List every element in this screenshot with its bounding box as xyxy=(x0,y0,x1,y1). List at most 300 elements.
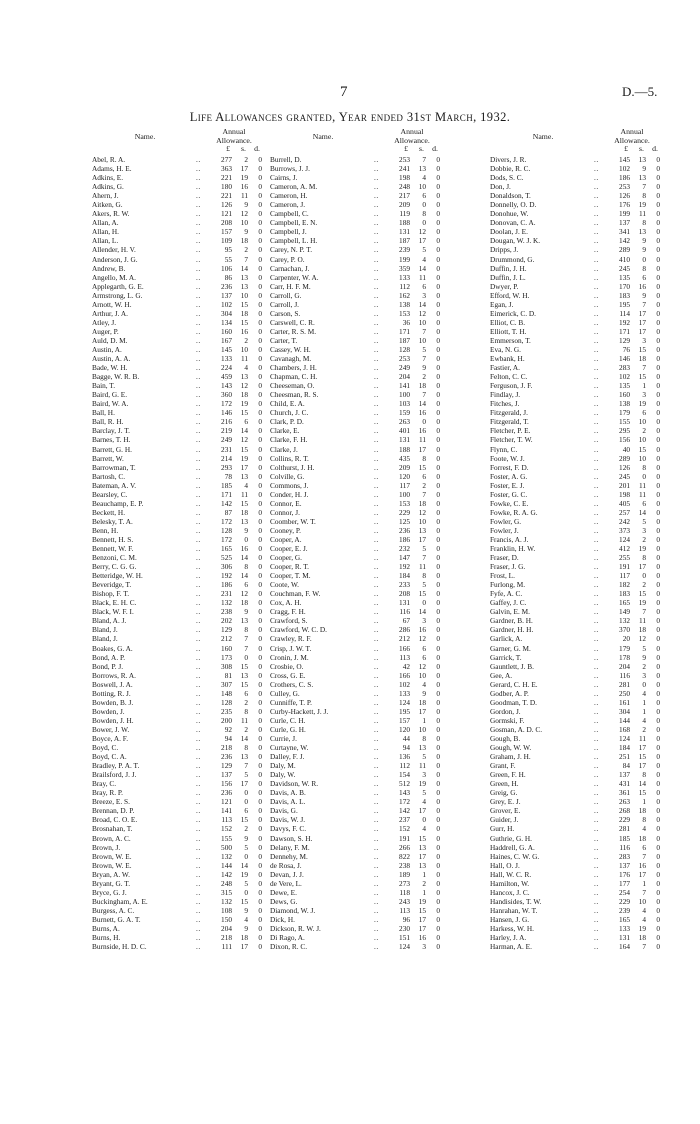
shillings-cell: 6 xyxy=(244,806,248,816)
leader-dots: .. xyxy=(196,426,201,436)
leader-dots: .. xyxy=(594,317,599,327)
pence-cell: 0 xyxy=(258,155,262,164)
name-cell: Angello, M. A. xyxy=(92,272,136,282)
table-row xyxy=(490,490,700,499)
name-cell: Bland, J. xyxy=(92,625,118,635)
leader-dots: .. xyxy=(374,616,379,626)
name-cell: Fraser, D. xyxy=(490,553,519,563)
name-cell: Couchman, F. W. xyxy=(270,589,321,599)
pence-cell: 0 xyxy=(436,471,440,481)
name-cell: Crisp, J. W. T. xyxy=(270,643,312,653)
leader-dots: .. xyxy=(196,534,201,544)
pounds-cell: 218 xyxy=(221,933,232,943)
pounds-cell: 148 xyxy=(221,688,232,698)
pence-cell: 0 xyxy=(436,598,440,608)
pounds-cell: 118 xyxy=(399,887,410,897)
pounds-cell: 96 xyxy=(402,914,410,924)
shillings-cell: 17 xyxy=(418,706,426,716)
pence-cell: 0 xyxy=(436,887,440,897)
leader-dots: .. xyxy=(196,788,201,798)
table-row xyxy=(490,725,700,734)
pence-cell: 0 xyxy=(258,308,262,318)
pounds-cell: 129 xyxy=(619,335,630,345)
name-cell: Fowke, R. A. G. xyxy=(490,507,538,517)
table-row xyxy=(490,255,700,264)
pounds-cell: 112 xyxy=(399,761,410,771)
allowance-header: Annual Allowance. xyxy=(394,127,430,145)
name-cell: Crawford, S. xyxy=(270,616,308,626)
shillings-cell: 9 xyxy=(422,688,426,698)
leader-dots: .. xyxy=(196,942,201,952)
leader-dots: .. xyxy=(196,679,201,689)
leader-dots: .. xyxy=(374,589,379,599)
pence-cell: 0 xyxy=(258,562,262,572)
pounds-header: £ xyxy=(226,144,230,153)
name-cell: Fyfe, A. C. xyxy=(490,589,523,599)
pounds-cell: 159 xyxy=(399,408,410,418)
shillings-cell: 1 xyxy=(642,706,646,716)
leader-dots: .. xyxy=(196,281,201,291)
name-cell: Hall, W. C. R. xyxy=(490,869,532,879)
name-cell: Cross, G. E. xyxy=(270,670,306,680)
name-cell: Clarke, E. xyxy=(270,426,300,436)
table-row xyxy=(490,408,700,417)
pounds-cell: 113 xyxy=(399,905,410,915)
pounds-cell: 249 xyxy=(221,435,232,445)
leader-dots: .. xyxy=(196,869,201,879)
shillings-cell: 15 xyxy=(418,833,426,843)
shillings-cell: 12 xyxy=(418,308,426,318)
leader-dots: .. xyxy=(196,155,201,164)
pounds-cell: 431 xyxy=(619,779,630,789)
pence-cell: 0 xyxy=(258,715,262,725)
name-cell: Black, E. H. C. xyxy=(92,598,137,608)
pounds-cell: 183 xyxy=(619,589,630,599)
shillings-cell: 4 xyxy=(642,688,646,698)
shillings-cell: 11 xyxy=(240,191,248,201)
table-row xyxy=(270,435,482,444)
table-row xyxy=(270,743,482,752)
shillings-cell: 19 xyxy=(638,923,646,933)
name-cell: Franklin, H. W. xyxy=(490,544,536,554)
shillings-cell: 0 xyxy=(422,218,426,228)
pounds-cell: 126 xyxy=(619,191,630,201)
pence-cell: 0 xyxy=(258,489,262,499)
table-row xyxy=(490,363,700,372)
table-row xyxy=(490,209,700,218)
shillings-cell: 3 xyxy=(422,290,426,300)
table-row xyxy=(490,445,700,454)
shillings-cell: 7 xyxy=(642,299,646,309)
name-cell: Betteridge, W. H. xyxy=(92,571,143,581)
leader-dots: .. xyxy=(374,299,379,309)
leader-dots: .. xyxy=(196,435,201,445)
leader-dots: .. xyxy=(594,607,599,617)
name-cell: Austin, A. xyxy=(92,344,122,354)
shillings-cell: 3 xyxy=(642,390,646,400)
pounds-cell: 179 xyxy=(619,408,630,418)
leader-dots: .. xyxy=(374,516,379,526)
leader-dots: .. xyxy=(594,245,599,255)
pence-cell: 0 xyxy=(656,308,660,318)
leader-dots: .. xyxy=(594,354,599,364)
table-row xyxy=(490,806,700,815)
table-row xyxy=(270,463,482,472)
shillings-cell: 0 xyxy=(422,598,426,608)
name-cell: Grey, E. J. xyxy=(490,797,521,807)
shillings-cell: 16 xyxy=(418,408,426,418)
leader-dots: .. xyxy=(374,833,379,843)
name-cell: Dobbie, R. C. xyxy=(490,164,531,174)
pence-cell: 0 xyxy=(436,688,440,698)
pounds-cell: 116 xyxy=(619,670,630,680)
shillings-cell: 18 xyxy=(240,933,248,943)
name-cell: Bennett, H. S. xyxy=(92,534,134,544)
pounds-cell: 147 xyxy=(399,553,410,563)
pounds-cell: 204 xyxy=(221,923,232,933)
pounds-cell: 253 xyxy=(399,354,410,364)
name-cell: Bowden, J. H. xyxy=(92,715,134,725)
table-row xyxy=(270,680,482,689)
shillings-cell: 9 xyxy=(244,525,248,535)
shillings-cell: 1 xyxy=(642,697,646,707)
leader-dots: .. xyxy=(196,598,201,608)
leader-dots: .. xyxy=(196,697,201,707)
leader-dots: .. xyxy=(374,933,379,943)
pence-cell: 0 xyxy=(258,281,262,291)
pence-cell: 0 xyxy=(258,706,262,716)
shillings-cell: 3 xyxy=(642,335,646,345)
name-cell: Cragg, F. H. xyxy=(270,607,306,617)
pence-cell: 0 xyxy=(656,390,660,400)
leader-dots: .. xyxy=(374,842,379,852)
pounds-cell: 180 xyxy=(221,182,232,192)
pence-cell: 0 xyxy=(656,453,660,463)
table-row xyxy=(490,345,700,354)
table-row xyxy=(270,282,482,291)
shillings-cell: 17 xyxy=(418,444,426,454)
pounds-cell: 255 xyxy=(619,553,630,563)
table-row xyxy=(490,906,700,915)
name-cell: Fraser, J. G. xyxy=(490,562,526,572)
pounds-cell: 100 xyxy=(399,489,410,499)
leader-dots: .. xyxy=(374,372,379,382)
shillings-cell: 13 xyxy=(638,155,646,164)
table-row xyxy=(270,381,482,390)
leader-dots: .. xyxy=(594,218,599,228)
pence-cell: 0 xyxy=(258,272,262,282)
pence-cell: 0 xyxy=(258,516,262,526)
shillings-cell: 15 xyxy=(418,905,426,915)
shillings-cell: 15 xyxy=(638,788,646,798)
pence-cell: 0 xyxy=(656,480,660,490)
leader-dots: .. xyxy=(196,173,201,183)
pence-cell: 0 xyxy=(258,534,262,544)
table-row xyxy=(270,481,482,490)
pounds-cell: 171 xyxy=(619,326,630,336)
name-cell: Doolan, J. E. xyxy=(490,227,528,237)
pounds-cell: 144 xyxy=(619,715,630,725)
leader-dots: .. xyxy=(594,869,599,879)
shillings-cell: 9 xyxy=(244,607,248,617)
name-cell: Burgess, A. C. xyxy=(92,905,135,915)
table-row xyxy=(490,544,700,553)
pounds-cell: 168 xyxy=(619,724,630,734)
table-row xyxy=(490,354,700,363)
leader-dots: .. xyxy=(196,191,201,201)
leader-dots: .. xyxy=(594,209,599,219)
table-row xyxy=(490,625,700,634)
pence-cell: 0 xyxy=(656,299,660,309)
pence-cell: 0 xyxy=(258,724,262,734)
shillings-cell: 13 xyxy=(638,173,646,183)
pounds-cell: 121 xyxy=(221,209,232,219)
shillings-cell: 17 xyxy=(418,923,426,933)
shillings-cell: 14 xyxy=(418,607,426,617)
pence-cell: 0 xyxy=(436,326,440,336)
leader-dots: .. xyxy=(196,516,201,526)
shillings-cell: 15 xyxy=(240,679,248,689)
table-row xyxy=(270,942,482,951)
pence-cell: 0 xyxy=(436,272,440,282)
pence-cell: 0 xyxy=(436,743,440,753)
pounds-cell: 128 xyxy=(399,344,410,354)
name-cell: Anderson, J. G. xyxy=(92,254,138,264)
pence-cell: 0 xyxy=(258,887,262,897)
table-row xyxy=(270,291,482,300)
pounds-cell: 248 xyxy=(221,878,232,888)
pence-cell: 0 xyxy=(656,715,660,725)
shillings-cell: 15 xyxy=(638,372,646,382)
pence-cell: 0 xyxy=(656,942,660,952)
pounds-cell: 185 xyxy=(619,833,630,843)
shillings-header: s. xyxy=(241,144,246,153)
shillings-cell: 9 xyxy=(244,227,248,237)
name-cell: Cronin, J. M. xyxy=(270,652,309,662)
leader-dots: .. xyxy=(374,344,379,354)
name-cell: Atley, J. xyxy=(92,317,117,327)
pence-cell: 0 xyxy=(258,869,262,879)
shillings-cell: 9 xyxy=(642,290,646,300)
name-cell: Auld, D. M. xyxy=(92,335,128,345)
shillings-cell: 14 xyxy=(638,507,646,517)
leader-dots: .. xyxy=(374,263,379,273)
name-cell: Haddrell, G. A. xyxy=(490,842,535,852)
name-cell: de Rosa, J. xyxy=(270,860,302,870)
table-row xyxy=(270,191,482,200)
pence-cell: 0 xyxy=(258,173,262,183)
pounds-cell: 236 xyxy=(221,788,232,798)
pounds-cell: 152 xyxy=(221,824,232,834)
name-cell: Donnelly, O. D. xyxy=(490,200,537,210)
pence-cell: 0 xyxy=(436,616,440,626)
pence-cell: 0 xyxy=(436,399,440,409)
shillings-cell: 7 xyxy=(642,607,646,617)
leader-dots: .. xyxy=(594,498,599,508)
shillings-cell: 15 xyxy=(240,896,248,906)
leader-dots: .. xyxy=(374,254,379,264)
name-cell: Allan, H. xyxy=(92,227,119,237)
leader-dots: .. xyxy=(374,453,379,463)
pence-cell: 0 xyxy=(258,200,262,210)
shillings-cell: 16 xyxy=(240,326,248,336)
table-row xyxy=(490,236,700,245)
pounds-cell: 111 xyxy=(221,942,232,952)
leader-dots: .. xyxy=(196,164,201,174)
name-cell: Cooper, G. xyxy=(270,553,302,563)
pounds-cell: 160 xyxy=(221,643,232,653)
shillings-cell: 2 xyxy=(244,335,248,345)
leader-dots: .. xyxy=(374,435,379,445)
leader-dots: .. xyxy=(196,553,201,563)
pence-cell: 0 xyxy=(258,544,262,554)
name-cell: Cairns, J. xyxy=(270,173,298,183)
pounds-cell: 87 xyxy=(224,507,232,517)
name-cell: Cheesman, R. S. xyxy=(270,390,319,400)
leader-dots: .. xyxy=(196,706,201,716)
leader-dots: .. xyxy=(196,344,201,354)
shillings-cell: 18 xyxy=(638,806,646,816)
leader-dots: .. xyxy=(594,290,599,300)
shillings-cell: 17 xyxy=(638,308,646,318)
shillings-cell: 13 xyxy=(418,860,426,870)
name-cell: Dickson, R. W. J. xyxy=(270,923,321,933)
pence-cell: 0 xyxy=(656,498,660,508)
leader-dots: .. xyxy=(196,752,201,762)
shillings-cell: 9 xyxy=(422,363,426,373)
table-row xyxy=(490,634,700,643)
pounds-cell: 192 xyxy=(221,571,232,581)
leader-dots: .. xyxy=(594,661,599,671)
shillings-cell: 18 xyxy=(240,308,248,318)
pounds-cell: 231 xyxy=(221,444,232,454)
pounds-cell: 165 xyxy=(619,598,630,608)
name-cell: Baird, W. A. xyxy=(92,399,129,409)
leader-dots: .. xyxy=(196,209,201,219)
pounds-cell: 253 xyxy=(619,182,630,192)
pence-header: d. xyxy=(432,144,438,153)
pounds-cell: 142 xyxy=(221,498,232,508)
pounds-cell: 304 xyxy=(619,706,630,716)
shillings-cell: 14 xyxy=(240,553,248,563)
pence-cell: 0 xyxy=(258,507,262,517)
table-row xyxy=(270,634,482,643)
pounds-cell: 186 xyxy=(399,534,410,544)
shillings-cell: 7 xyxy=(642,942,646,952)
name-cell: Curle, C. H. xyxy=(270,715,306,725)
name-cell: Gardner, H. H. xyxy=(490,625,534,635)
leader-dots: .. xyxy=(374,598,379,608)
table-row xyxy=(270,580,482,589)
name-cell: Dalley, F. J. xyxy=(270,752,305,762)
table-row xyxy=(270,200,482,209)
pence-cell: 0 xyxy=(258,661,262,671)
pence-cell: 0 xyxy=(656,399,660,409)
pence-cell: 0 xyxy=(436,562,440,572)
pence-cell: 0 xyxy=(436,344,440,354)
pounds-cell: 373 xyxy=(619,525,630,535)
pence-cell: 0 xyxy=(436,815,440,825)
shillings-cell: 4 xyxy=(642,715,646,725)
pence-cell: 0 xyxy=(258,878,262,888)
leader-dots: .. xyxy=(196,652,201,662)
shillings-cell: 8 xyxy=(422,209,426,219)
name-cell: Bateman, A. V. xyxy=(92,480,137,490)
pence-cell: 0 xyxy=(656,544,660,554)
table-row xyxy=(490,680,700,689)
name-cell: Harkess, W. H. xyxy=(490,923,534,933)
shillings-cell: 16 xyxy=(638,281,646,291)
table-row xyxy=(490,824,700,833)
pounds-cell: 157 xyxy=(399,715,410,725)
leader-dots: .. xyxy=(374,734,379,743)
pounds-cell: 36 xyxy=(402,317,410,327)
name-cell: Allan, L. xyxy=(92,236,119,246)
name-cell: Fitzgerald, J. xyxy=(490,408,528,418)
name-cell: Gough, W. W. xyxy=(490,743,532,753)
name-cell: Findlay, J. xyxy=(490,390,521,400)
name-cell: Donovan, C. A. xyxy=(490,218,536,228)
pence-cell: 0 xyxy=(436,670,440,680)
name-cell: Bearsley, C. xyxy=(92,489,128,499)
pounds-cell: 295 xyxy=(619,426,630,436)
shillings-cell: 13 xyxy=(418,842,426,852)
name-cell: Burrell, D. xyxy=(270,155,302,164)
pence-cell: 0 xyxy=(258,933,262,943)
pounds-cell: 286 xyxy=(399,625,410,635)
shillings-cell: 13 xyxy=(240,471,248,481)
table-row xyxy=(490,879,700,888)
name-cell: Francis, A. J. xyxy=(490,534,529,544)
pounds-cell: 173 xyxy=(221,652,232,662)
table-row xyxy=(490,417,700,426)
pounds-cell: 153 xyxy=(399,308,410,318)
pounds-cell: 164 xyxy=(619,942,630,952)
pounds-cell: 138 xyxy=(399,299,410,309)
name-cell: Austin, A. A. xyxy=(92,354,131,364)
pence-cell: 0 xyxy=(436,254,440,264)
leader-dots: .. xyxy=(196,589,201,599)
shillings-cell: 4 xyxy=(244,363,248,373)
table-row xyxy=(270,173,482,182)
leader-dots: .. xyxy=(594,435,599,445)
pounds-cell: 500 xyxy=(221,842,232,852)
table-row xyxy=(490,834,700,843)
table-row xyxy=(490,770,700,779)
allowance-column-2 xyxy=(270,128,482,951)
leader-dots: .. xyxy=(374,761,379,771)
leader-dots: .. xyxy=(594,625,599,635)
pence-cell: 0 xyxy=(656,372,660,382)
pounds-cell: 67 xyxy=(402,616,410,626)
table-row xyxy=(490,897,700,906)
shillings-cell: 11 xyxy=(418,761,426,771)
leader-dots: .. xyxy=(594,390,599,400)
shillings-cell: 7 xyxy=(244,643,248,653)
name-cell: Harley, J. A. xyxy=(490,933,527,943)
leader-dots: .. xyxy=(196,544,201,554)
pence-cell: 0 xyxy=(436,534,440,544)
leader-dots: .. xyxy=(196,878,201,888)
pounds-cell: 112 xyxy=(399,281,410,291)
table-row xyxy=(490,942,700,951)
shillings-cell: 14 xyxy=(418,299,426,309)
shillings-cell: 15 xyxy=(638,589,646,599)
leader-dots: .. xyxy=(196,480,201,490)
leader-dots: .. xyxy=(594,734,599,743)
pence-cell: 0 xyxy=(258,598,262,608)
pounds-cell: 144 xyxy=(221,860,232,870)
